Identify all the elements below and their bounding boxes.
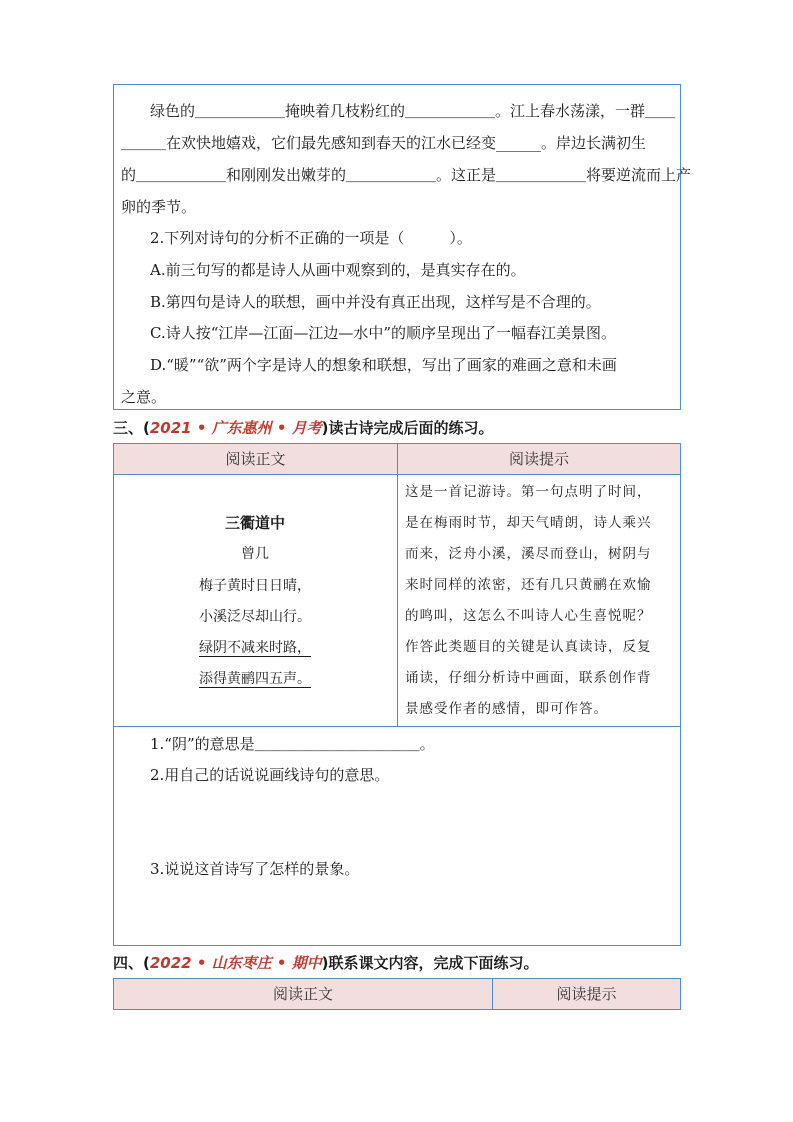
option-a: A.前三句写的都是诗人从画中观察到的，是真实存在的。	[150, 261, 526, 279]
hint-line: 景感受作者的感情，即可作答。	[405, 701, 608, 717]
hint-line: 作答此类题目的关键是认真读诗，反复	[405, 639, 652, 655]
column-divider	[397, 444, 398, 726]
column-header-hint: 阅读提示	[398, 444, 680, 474]
fill-blank-line-4: 卵的季节。	[121, 198, 197, 216]
hint-line: 的鸣叫，这怎么不叫诗人心生喜悦呢？	[405, 608, 652, 624]
section-4-heading	[113, 953, 539, 973]
option-d-continued: 之意。	[121, 388, 167, 406]
section-4-source: 2022 • 山东枣庄 • 期中	[149, 954, 322, 972]
section-4-column-header-text: 阅读正文	[114, 979, 492, 1009]
poem-line-4-underlined	[113, 669, 397, 689]
poem-line-3-underlined	[113, 638, 397, 658]
section-4-prefix: 四、(	[113, 954, 150, 972]
fill-blank-line-2: ＿＿＿在欢快地嬉戏，它们最先感知到春天的江水已经变______。岸边长满初生	[121, 134, 647, 152]
option-d: D.“暖”“欲”两个字是诗人的想象和联想，写出了画家的难画之意和未画	[150, 356, 617, 374]
section-4-title: )联系课文内容，完成下面练习。	[321, 954, 539, 972]
section-3-heading	[113, 418, 494, 438]
poem-line-3-text: 绿阴不减来时路，	[199, 640, 311, 656]
hint-line: 这是一首记游诗。第一句点明了时间，	[405, 484, 652, 500]
poem-line-2	[113, 607, 397, 627]
hint-line: 来时同样的浓密，还有几只黄鹂在欢愉	[405, 577, 652, 593]
column-header-text: 阅读正文	[114, 444, 397, 474]
section-3-question-2: 2.用自己的话说说画线诗句的意思。	[150, 766, 390, 784]
section-3-source: 2021 • 广东惠州 • 月考	[149, 419, 322, 437]
option-c: C.诗人按“江岸—江面—江边—水中”的顺序呈现出了一幅春江美景图。	[150, 324, 617, 342]
section-3-question-1: 1.“阴”的意思是＿＿＿＿＿＿＿＿＿＿＿。	[150, 735, 435, 753]
hint-line: 而来，泛舟小溪，溪尽而登山，树阴与	[405, 546, 652, 562]
poem-line-2-text: 小溪泛尽却山行。	[199, 609, 311, 625]
poem-line-4-text: 添得黄鹂四五声。	[199, 671, 311, 687]
passage-divider	[114, 726, 680, 727]
question-2: 2.下列对诗句的分析不正确的一项是（ ）。	[150, 229, 472, 247]
option-b: B.第四句是诗人的联想，画中并没有真正出现，这样写是不合理的。	[150, 293, 601, 311]
poem-author: 曾几	[241, 546, 269, 562]
poem-line-1	[113, 576, 397, 596]
section-3-prefix: 三、(	[113, 419, 150, 437]
section-3-title: )读古诗完成后面的练习。	[321, 419, 494, 437]
fill-blank-line-3: 的＿＿＿＿＿＿和刚刚发出嫩芽的＿＿＿＿＿＿。这正是＿＿＿＿＿＿将要逆流而上产	[121, 166, 692, 184]
section-3-question-3: 3.说说这首诗写了怎样的景象。	[150, 860, 360, 878]
poem-line-1-text: 梅子黄时日日晴，	[199, 578, 311, 594]
section-4-column-header-hint: 阅读提示	[493, 979, 680, 1009]
hint-line: 是在梅雨时节，却天气晴朗，诗人乘兴	[405, 515, 652, 531]
reading-hint	[405, 477, 673, 725]
fill-blank-line-1: 绿色的＿＿＿＿＿＿掩映着几枝粉红的＿＿＿＿＿＿。江上春水荡漾，一群＿＿	[150, 102, 676, 120]
hint-line: 诵读，仔细分析诗中画面，联系创作背	[405, 670, 652, 686]
section-4-column-divider	[492, 979, 493, 1009]
poem-title: 三衢道中	[224, 514, 285, 532]
